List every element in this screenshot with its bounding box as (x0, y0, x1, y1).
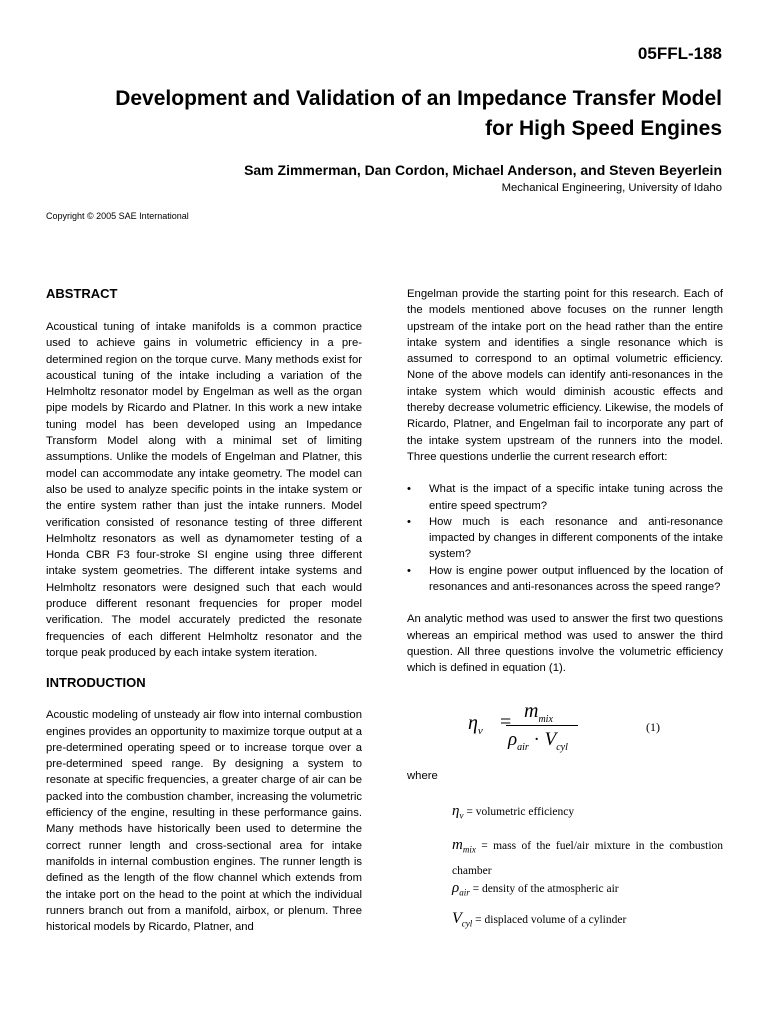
eta-symbol: η (468, 712, 478, 734)
copyright: Copyright © 2005 SAE International (46, 211, 189, 221)
fraction-bar (506, 725, 578, 726)
title-line-2: for High Speed Engines (485, 117, 722, 140)
list-item: • How is engine power output influenced by the location of resonances and anti-resonances across the speed range? (407, 564, 723, 594)
list-item: • How much is each resonance and anti-resonance impacted by changes in different components of the intake system? (407, 515, 723, 561)
research-questions-list (407, 481, 723, 595)
where-label: where (407, 770, 438, 782)
list-item: • What is the impact of a specific intake tuning across the entire speed spectrum? (407, 483, 723, 512)
paper-id: 05FFL-188 (637, 44, 722, 63)
definition-item: $V_{cyl}$ = displaced volume of a cylinder (452, 910, 627, 929)
abstract-heading: ABSTRACT (46, 286, 118, 301)
right-para-2: An analytic method was used to answer the first two questions whereas an empirical method was used to answer the third question. All three questions involve the volumetric efficiency which is defined in equation (1). (407, 613, 723, 675)
paper-title (42, 84, 722, 144)
introduction-heading: INTRODUCTION (46, 675, 146, 691)
introduction-text: Acoustic modeling of unsteady air flow into internal combustion engines provides an opportunity to maximize torque output at a pre-determined operating speed or to increase torque over a pre-determined speed range. By designing a system to resonate at specific frequencies, a greater charge of air can be packed into the combustion chamber, increasing the volumetric efficiency of the engine, resulting in these performance gains. Many methods have historically been used to determine the correct runner length and cross-sectional area for intake manifolds in internal combustion engines. The runner length is defined as the length of the flow channel which extends from the intake port on the head to the point at which the individual runners branch out from a manifold, airbox, or plenum. Three historical models by Ricardo, Platner, and (46, 709, 362, 934)
right-para-1: Engelman provide the starting point for this research. Each of the models mentioned above focuses on the runner length upstream of the intake port on the head rather than the entire intake system and identifies a single resonance which is assumed to correspond to an optimal volumetric efficiency. None of the above models can identify anti-resonances in the intake system which would diminish acoustic effects and thereby decrease volumetric efficiency. Likewise, the models of Ricardo, Platner, and Engelman fail to incorporate any part of the intake system upstream of the runners into the model. Three questions underlie the current research effort: (407, 288, 723, 463)
denominator: $\rho_{air} \cdot V_{cyl}$ (508, 729, 568, 753)
abstract-text: Acoustical tuning of intake manifolds is a common practice used to achieve gains in volumetric efficiency in a pre-determined region on the torque curve. Many methods exist for acoustical tuning of the intake including a variation of the Helmholtz resonator model by Engelman as well as the organ pipe models by Ricardo and Platner. In this work a new intake tuning model has been developed using an Impedance Transform Model along with a minimal set of limiting assumptions. Unlike the models of Engelman and Platner, this model can accommodate any intake geometry. The model can also be used to analyze specific points in the intake system or the entire system rather than just the intake runners. Model verification consisted of resonance testing of three different Helmholtz resonators as well as dynamometer testing of a Honda CBR F3 four-stroke SI engine using three different intake system geometries. The different intake systems and Helmholtz resonators were designed such that each would produce different resonant frequencies for proper model verification. The model accurately predicted the resonate frequencies of each different Helmholtz resonator and the torque peak produced by each intake system iteration. (46, 321, 362, 659)
definition-item: $m_{mix}$ = mass of the fuel/air mixture in the combustion chamber (452, 837, 724, 878)
equation-number: (1) (646, 720, 660, 734)
right-column (407, 286, 723, 677)
bullet-icon: • (407, 564, 411, 577)
affiliation: Mechanical Engineering, University of Idaho (501, 182, 722, 194)
equals-sign: = (500, 711, 512, 733)
definition-item: $\rho_{air}$ = density of the atmospheric air (452, 880, 619, 898)
bullet-icon: • (407, 483, 411, 496)
numerator: $m_{mix}$ (524, 700, 553, 725)
authors: Sam Zimmerman, Dan Cordon, Michael Anderson, and Steven Beyerlein (244, 162, 722, 178)
bullet-icon: • (407, 515, 411, 528)
title-line-1: Development and Validation of an Impedance Transfer Model (115, 87, 722, 110)
equation-1: $\eta_v$ = $m_{mix}$ $\rho_{air} \cdot V_{cyl}$ (1) (468, 700, 660, 753)
definition-item: $\eta_v$ = volumetric efficiency (452, 803, 575, 821)
left-column (46, 286, 362, 935)
